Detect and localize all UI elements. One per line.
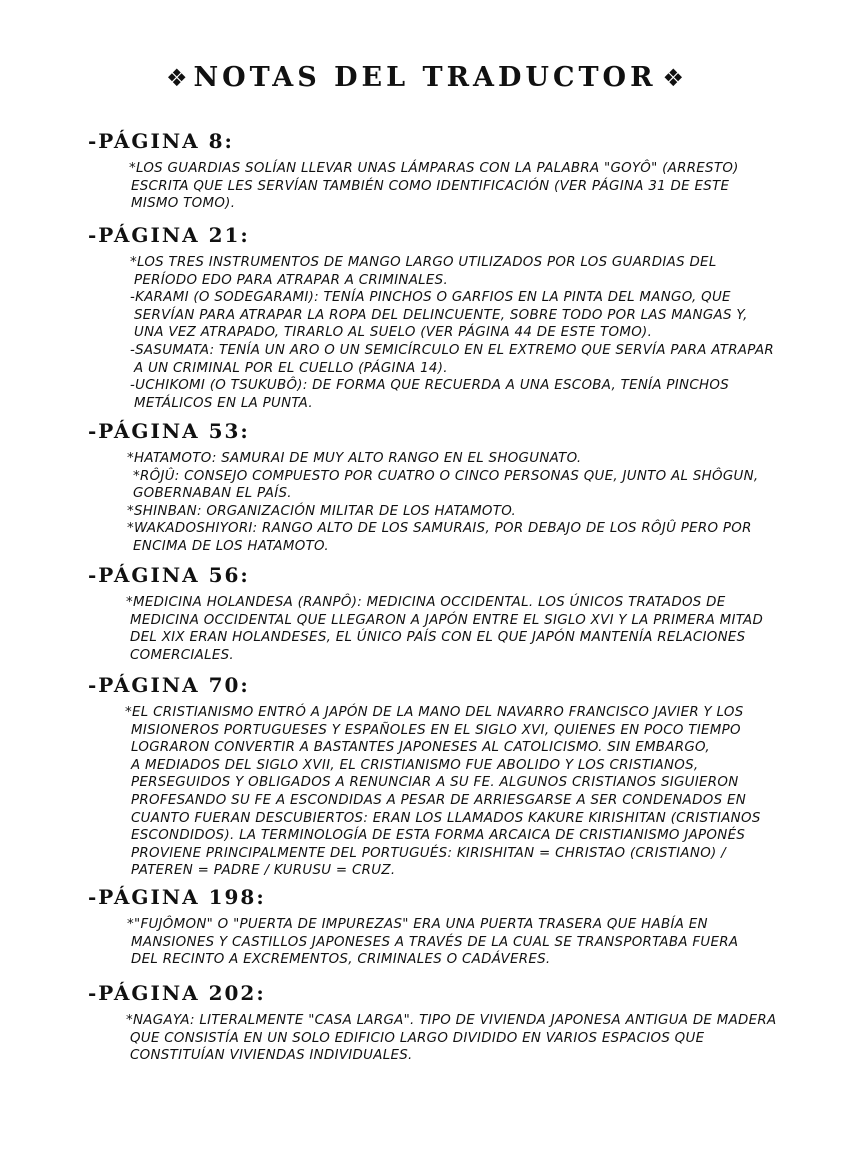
section-heading: -PÁGINA 56:: [88, 563, 250, 587]
page-title-text: NOTAS DEL TRADUCTOR: [193, 62, 657, 93]
note-line: COMERCIALES.: [130, 647, 234, 663]
section-heading: -PÁGINA 53:: [88, 419, 250, 443]
note-line: *"FUJÔMON" O "PUERTA DE IMPUREZAS" ERA UNA PUERTA TRASERA QUE HABÍA EN: [127, 917, 708, 932]
section-heading: -PÁGINA 70:: [88, 673, 250, 697]
note-line: A UN CRIMINAL POR EL CUELLO (PÁGINA 14).: [134, 360, 448, 376]
note-line: GOBERNABAN EL PAÍS.: [133, 486, 292, 502]
note-line: ESCRITA QUE LES SERVÍAN TAMBIÉN COMO IDENTIFICACIÓN (VER PÁGINA 31 DE ESTE: [131, 178, 730, 194]
note-line: MISIONEROS PORTUGUESES Y ESPAÑOLES EN EL SIGLO XVI, QUIENES EN POCO TIEMPO: [131, 722, 741, 738]
note-line: PERÍODO EDO PARA ATRAPAR A CRIMINALES.: [134, 272, 449, 288]
note-line: -SASUMATA: TENÍA UN ARO O UN SEMICÍRCULO EN EL EXTREMO QUE SERVÍA PARA ATRAPAR: [130, 343, 775, 358]
note-line: MISMO TOMO).: [131, 196, 236, 212]
note-line: PROVIENE PRINCIPALMENTE DEL PORTUGUÉS: KIRISHITAN = CHRISTAO (CRISTIANO) /: [131, 845, 726, 861]
note-line: A MEDIADOS DEL SIGLO XVII, EL CRISTIANISMO FUE ABOLIDO Y LOS CRISTIANOS,: [131, 757, 699, 773]
section-heading: -PÁGINA 8:: [88, 129, 234, 153]
note-line: -UCHIKOMI (O TSUKUBÔ): DE FORMA QUE RECUERDA A UNA ESCOBA, TENÍA PINCHOS: [130, 378, 730, 394]
note-line: *LOS TRES INSTRUMENTOS DE MANGO LARGO UTILIZADOS POR LOS GUARDIAS DEL: [130, 255, 717, 270]
note-line: DEL RECINTO A EXCREMENTOS, CRIMINALES O CADÁVERES.: [131, 952, 551, 968]
note-line: *EL CRISTIANISMO ENTRÓ A JAPÓN DE LA MANO DEL NAVARRO FRANCISCO JAVIER Y LOS: [125, 705, 744, 720]
diamond-ornament-icon: ❖: [165, 64, 188, 92]
note-line: ENCIMA DE LOS HATAMOTO.: [133, 539, 329, 554]
note-line: *LOS GUARDIAS SOLÍAN LLEVAR UNAS LÁMPARAS CON LA PALABRA "GOYÔ" (ARRESTO): [129, 161, 739, 176]
diamond-ornament-icon: ❖: [662, 64, 685, 92]
note-line: ESCONDIDOS). LA TERMINOLOGÍA DE ESTA FORMA ARCAICA DE CRISTIANISMO JAPONÉS: [131, 828, 746, 844]
note-line: *SHINBAN: ORGANIZACIÓN MILITAR DE LOS HATAMOTO.: [127, 503, 517, 519]
note-line: METÁLICOS EN LA PUNTA.: [134, 395, 313, 411]
note-line: QUE CONSISTÍA EN UN SOLO EDIFICIO LARGO DIVIDIDO EN VARIOS ESPACIOS QUE: [130, 1030, 705, 1046]
note-line: DEL XIX ERAN HOLANDESES, EL ÚNICO PAÍS CON EL QUE JAPÓN MANTENÍA RELACIONES: [130, 630, 746, 646]
note-line: -KARAMI (O SODEGARAMI): TENÍA PINCHOS O GARFIOS EN LA PINTA DEL MANGO, QUE: [130, 290, 731, 306]
note-line: UNA VEZ ATRAPADO, TIRARLO AL SUELO (VER PÁGINA 44 DE ESTE TOMO).: [134, 325, 653, 341]
note-line: *MEDICINA HOLANDESA (RANPÔ): MEDICINA OCCIDENTAL. LOS ÚNICOS TRATADOS DE: [126, 595, 726, 610]
note-line: *RÔJÛ: CONSEJO COMPUESTO POR CUATRO O CINCO PERSONAS QUE, JUNTO AL SHÔGUN,: [133, 468, 759, 484]
note-line: PATEREN = PADRE / KURUSU = CRUZ.: [131, 863, 396, 879]
section-heading: -PÁGINA 202:: [88, 981, 266, 1005]
note-line: PROFESANDO SU FE A ESCONDIDAS A PESAR DE ARRIESGARSE A SER CONDENADOS EN: [131, 793, 747, 808]
note-line: CONSTITUÍAN VIVIENDAS INDIVIDUALES.: [130, 1048, 413, 1064]
note-line: LOGRARON CONVERTIR A BASTANTES JAPONESES AL CATOLICISMO. SIN EMBARGO,: [131, 740, 710, 756]
note-line: *HATAMOTO: SAMURAI DE MUY ALTO RANGO EN EL SHOGUNATO.: [127, 451, 582, 466]
note-line: MEDICINA OCCIDENTAL QUE LLEGARON A JAPÓN ENTRE EL SIGLO XVI Y LA PRIMERA MITAD: [130, 612, 764, 628]
note-line: *WAKADOSHIYORI: RANGO ALTO DE LOS SAMURAIS, POR DEBAJO DE LOS RÔJÛ PERO POR: [127, 521, 752, 537]
note-line: CUANTO FUERAN DESCUBIERTOS: ERAN LOS LLAMADOS KAKURE KIRISHITAN (CRISTIANOS: [131, 810, 761, 826]
page-title: [0, 60, 850, 96]
section-heading: -PÁGINA 198:: [88, 885, 266, 909]
note-line: PERSEGUIDOS Y OBLIGADOS A RENUNCIAR A SU FE. ALGUNOS CRISTIANOS SIGUIERON: [131, 775, 739, 791]
note-line: *NAGAYA: LITERALMENTE "CASA LARGA". TIPO DE VIVIENDA JAPONESA ANTIGUA DE MADERA: [126, 1013, 777, 1028]
section-heading: -PÁGINA 21:: [88, 223, 250, 247]
note-line: MANSIONES Y CASTILLOS JAPONESES A TRAVÉS DE LA CUAL SE TRANSPORTABA FUERA: [131, 934, 739, 950]
note-line: SERVÍAN PARA ATRAPAR LA ROPA DEL DELINCUENTE, SOBRE TODO POR LAS MANGAS Y,: [134, 307, 748, 323]
